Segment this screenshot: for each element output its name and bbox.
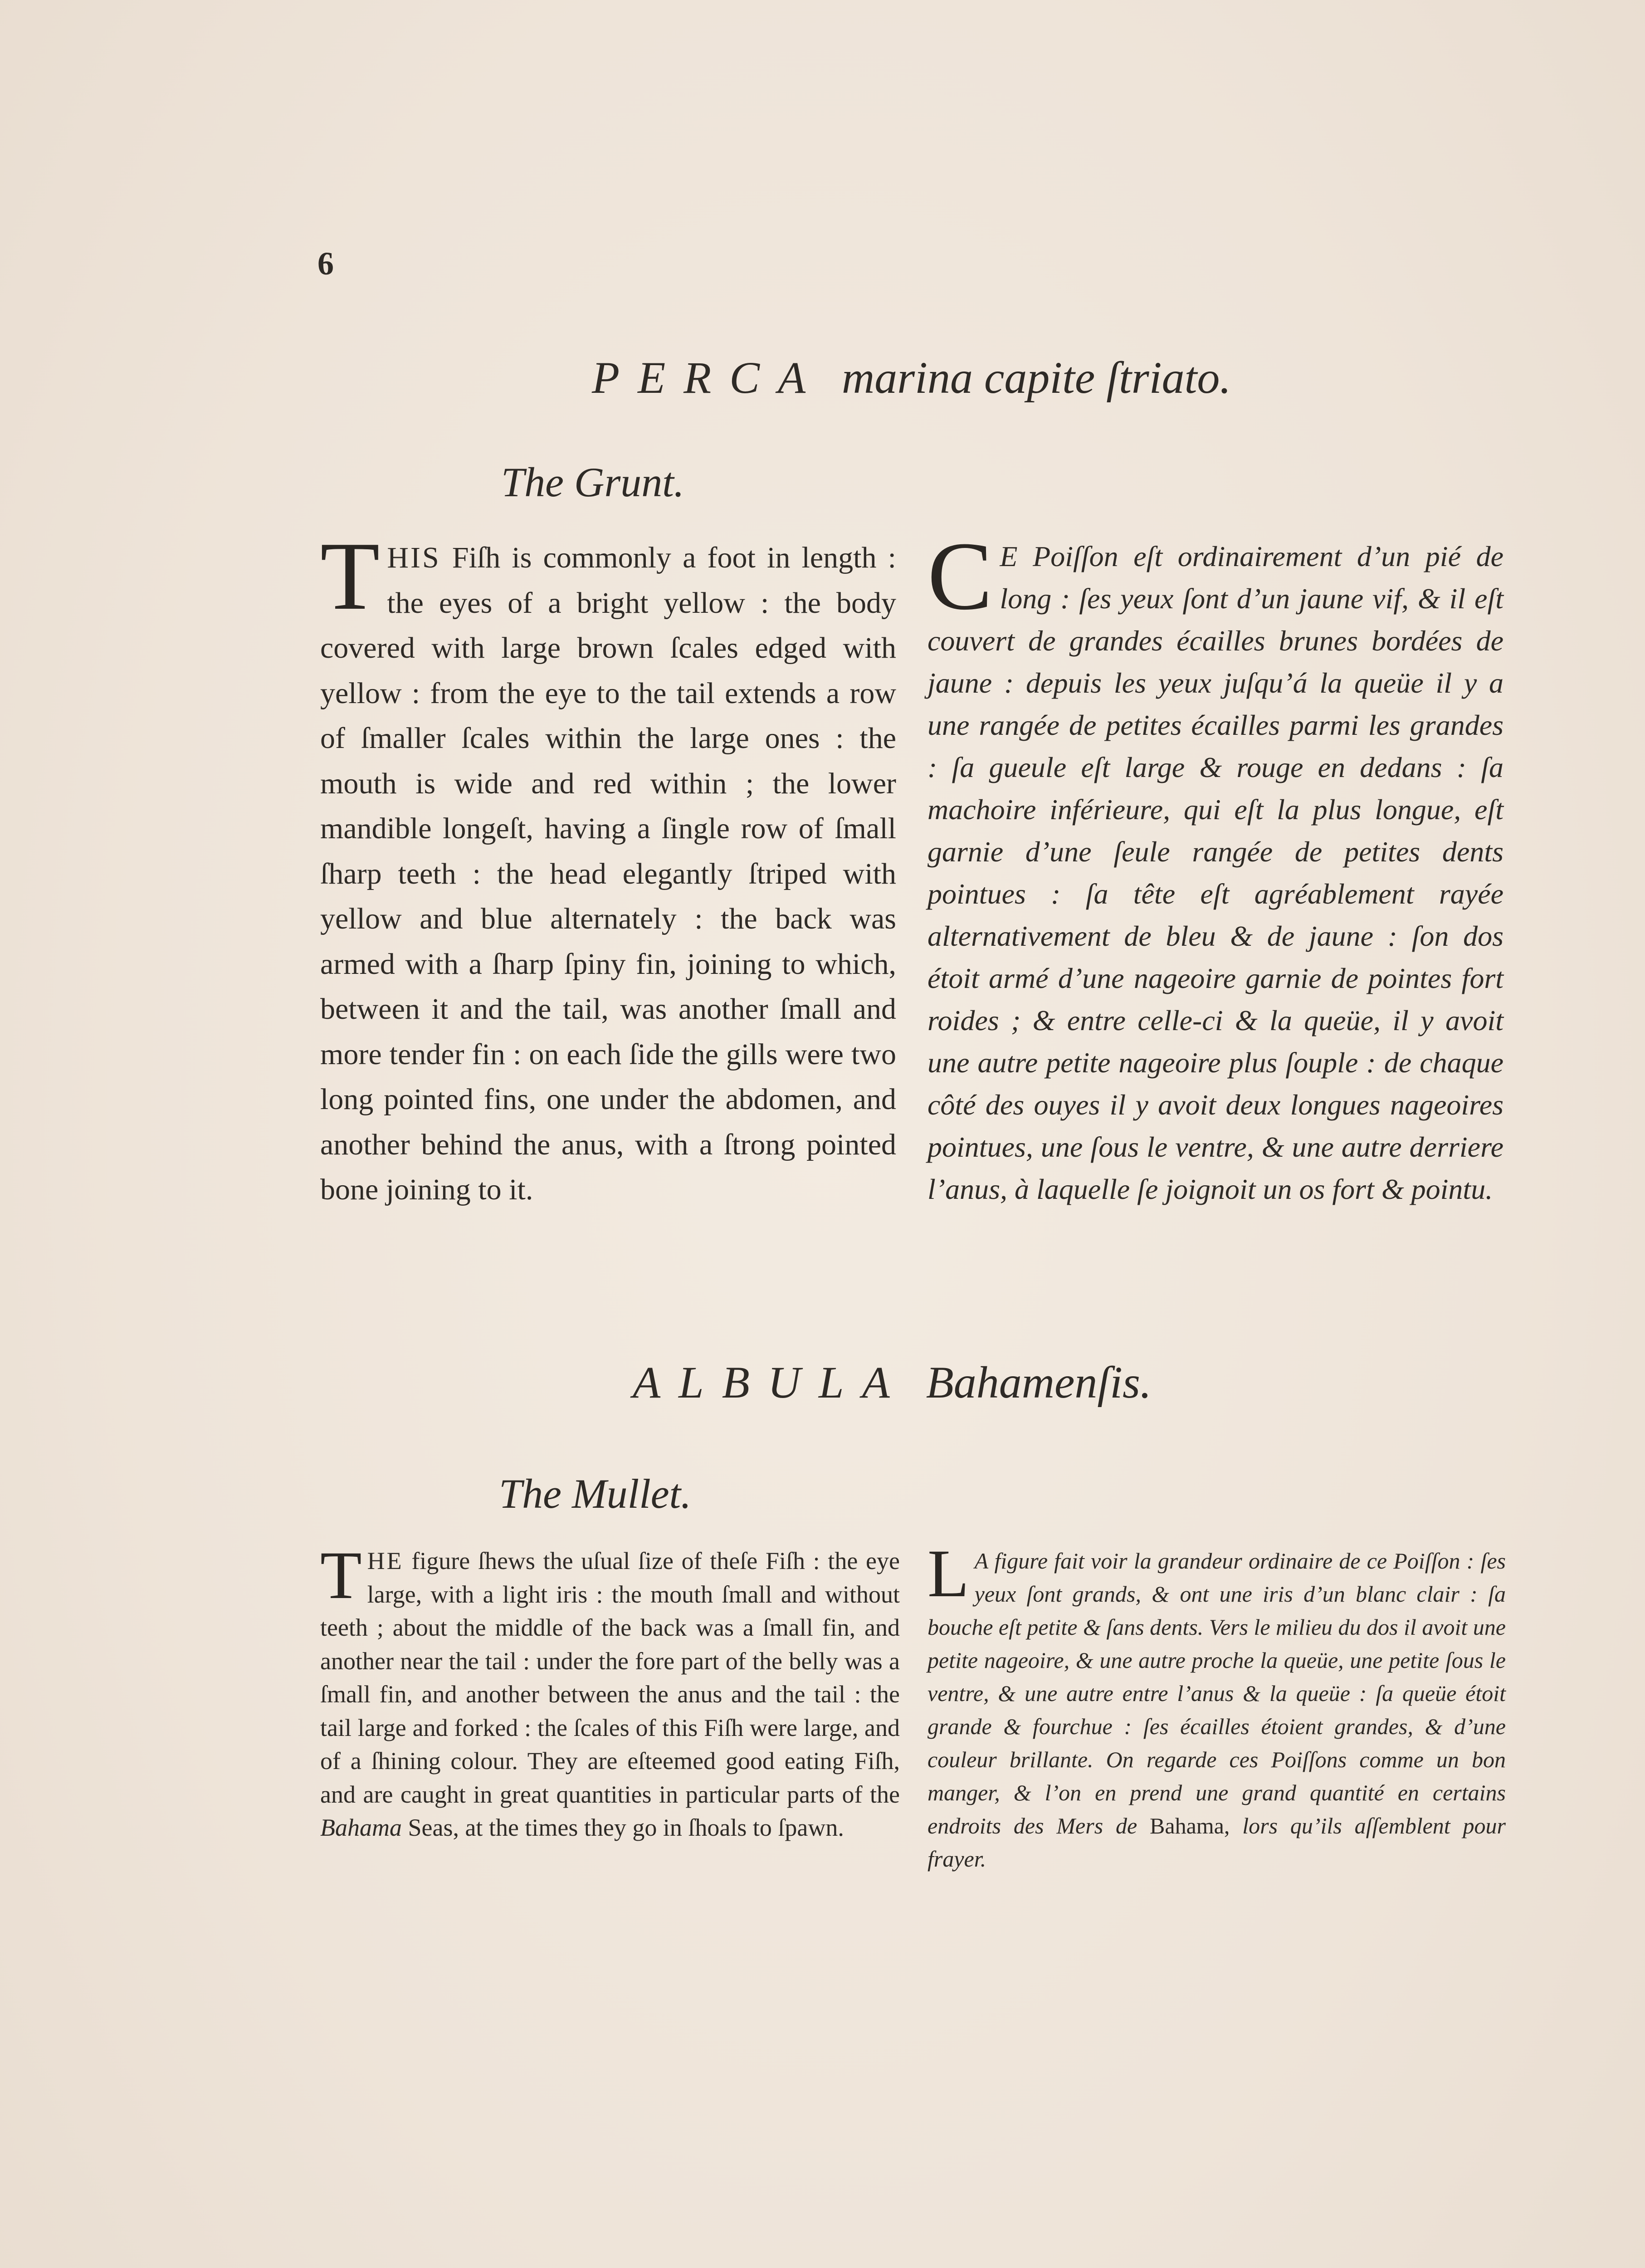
drop-cap: L [927, 1536, 969, 1611]
roman-place-name: Bahama, [1150, 1813, 1230, 1838]
paragraph-body: Fiſh is commonly a foot in length : the eyes of a bright yellow : the body covered with large brown ſcales edged with yellow : from the eye to the tail extends a row of ſmaller ſcales within the large ones : the mouth is wide and red within ; the lower mandible longeſt, having a ſingle row of ſmall ſharp teeth : the head elegantly ſtriped with yellow and blue alternately : the back was armed with a ſharp ſpiny fin, joining to which, between it and the tail, was another ſmall and more tender fin : on each ſide the gills were two long pointed fins, one under the abdomen, and another behind the anus, with a ſtrong pointed bone joining to it. [320, 541, 896, 1206]
paragraph-body: Poiſſon eſt ordinairement d’un pié de long : ſes yeux ſont d’un jaune vif, & il eſt couvert de grandes écailles brunes bordées de jaune : depuis les yeux juſqu’á la queüe il y a une rangée de petites écailles parmi les grandes : ſa gueule eſt large & rouge en dedans : ſa machoire inférieure, qui eſt la plus longue, eſt garnie d’une ſeule rangée de petites dents pointues : ſa tête eſt agréablement rayée alternativement de bleu & de jaune : ſon dos étoit armé d’une nageoire garnie de pointes fort roides ; & entre celle-ci & la queüe, il y avoit une autre petite nageoire plus ſouple : de chaque côté des ouyes il y avoit deux longues nageoires pointues, une ſous le ventre, & une autre derriere l’anus, à laquelle ſe joignoit un os fort & pointu. [927, 540, 1503, 1205]
lead-caps: E [1000, 540, 1018, 572]
drop-cap: T [320, 1538, 362, 1613]
title-genus: ALBULA [633, 1357, 908, 1408]
french-text-mullet [927, 1536, 1506, 1876]
section-title-perca [592, 352, 1231, 404]
title-genus: PERCA [592, 352, 824, 403]
english-text-grunt [320, 522, 896, 1212]
english-text-mullet [320, 1538, 900, 1845]
subtitle-grunt: The Grunt. [501, 459, 684, 505]
paragraph-end: Seas, at the times they go in ſhoals to ſpawn. [401, 1814, 844, 1841]
title-species: marina capite ſtriato. [842, 352, 1231, 403]
lead-caps: A [974, 1548, 988, 1574]
subtitle-mullet: The Mullet. [499, 1471, 692, 1517]
paragraph-body: figure ſhews the uſual ſize of theſe Fiſh : the eye large, with a light iris : the mouth ſmall and without teeth ; about the middle of the back was a ſmall fin, and another near the tail : under the fore part of the belly was a ſmall fin, and another between the anus and the tail : the tail large and forked : the ſcales of this Fiſh were large, and of a ſhining colour. They are eſteemed good eating Fiſh, and are caught in great quantities in particular parts of the [320, 1547, 900, 1808]
title-species: Bahamenſis. [926, 1357, 1152, 1408]
lead-caps: HE [367, 1547, 404, 1574]
french-text-grunt [927, 522, 1503, 1210]
paragraph-end: lors qu’ils aſſemblent pour frayer. [927, 1813, 1506, 1872]
page-number: 6 [317, 245, 334, 282]
section-title-albula [633, 1356, 1152, 1408]
lead-caps: HIS [387, 541, 441, 574]
paragraph-body: figure fait voir la grandeur ordinaire de ce Poiſſon : ſes yeux ſont grands, & ont une iris d’un blanc clair : ſa bouche eſt petite & ſans dents. Vers le milieu du dos il avoit une petite nageoire, & une autre proche la queüe, une petite ſous le ventre, & une autre entre l’anus & la queüe : ſa queüe étoit grande & fourchue : ſes écailles étoient grandes, & d’une couleur brillante. On regarde ces Poiſſons comme un bon manger, & l’on en prend une grand quantité en certains endroits des Mers de [927, 1548, 1506, 1838]
drop-cap: T [320, 522, 380, 630]
drop-cap: C [927, 522, 993, 630]
italic-place-name: Bahama [320, 1814, 402, 1841]
